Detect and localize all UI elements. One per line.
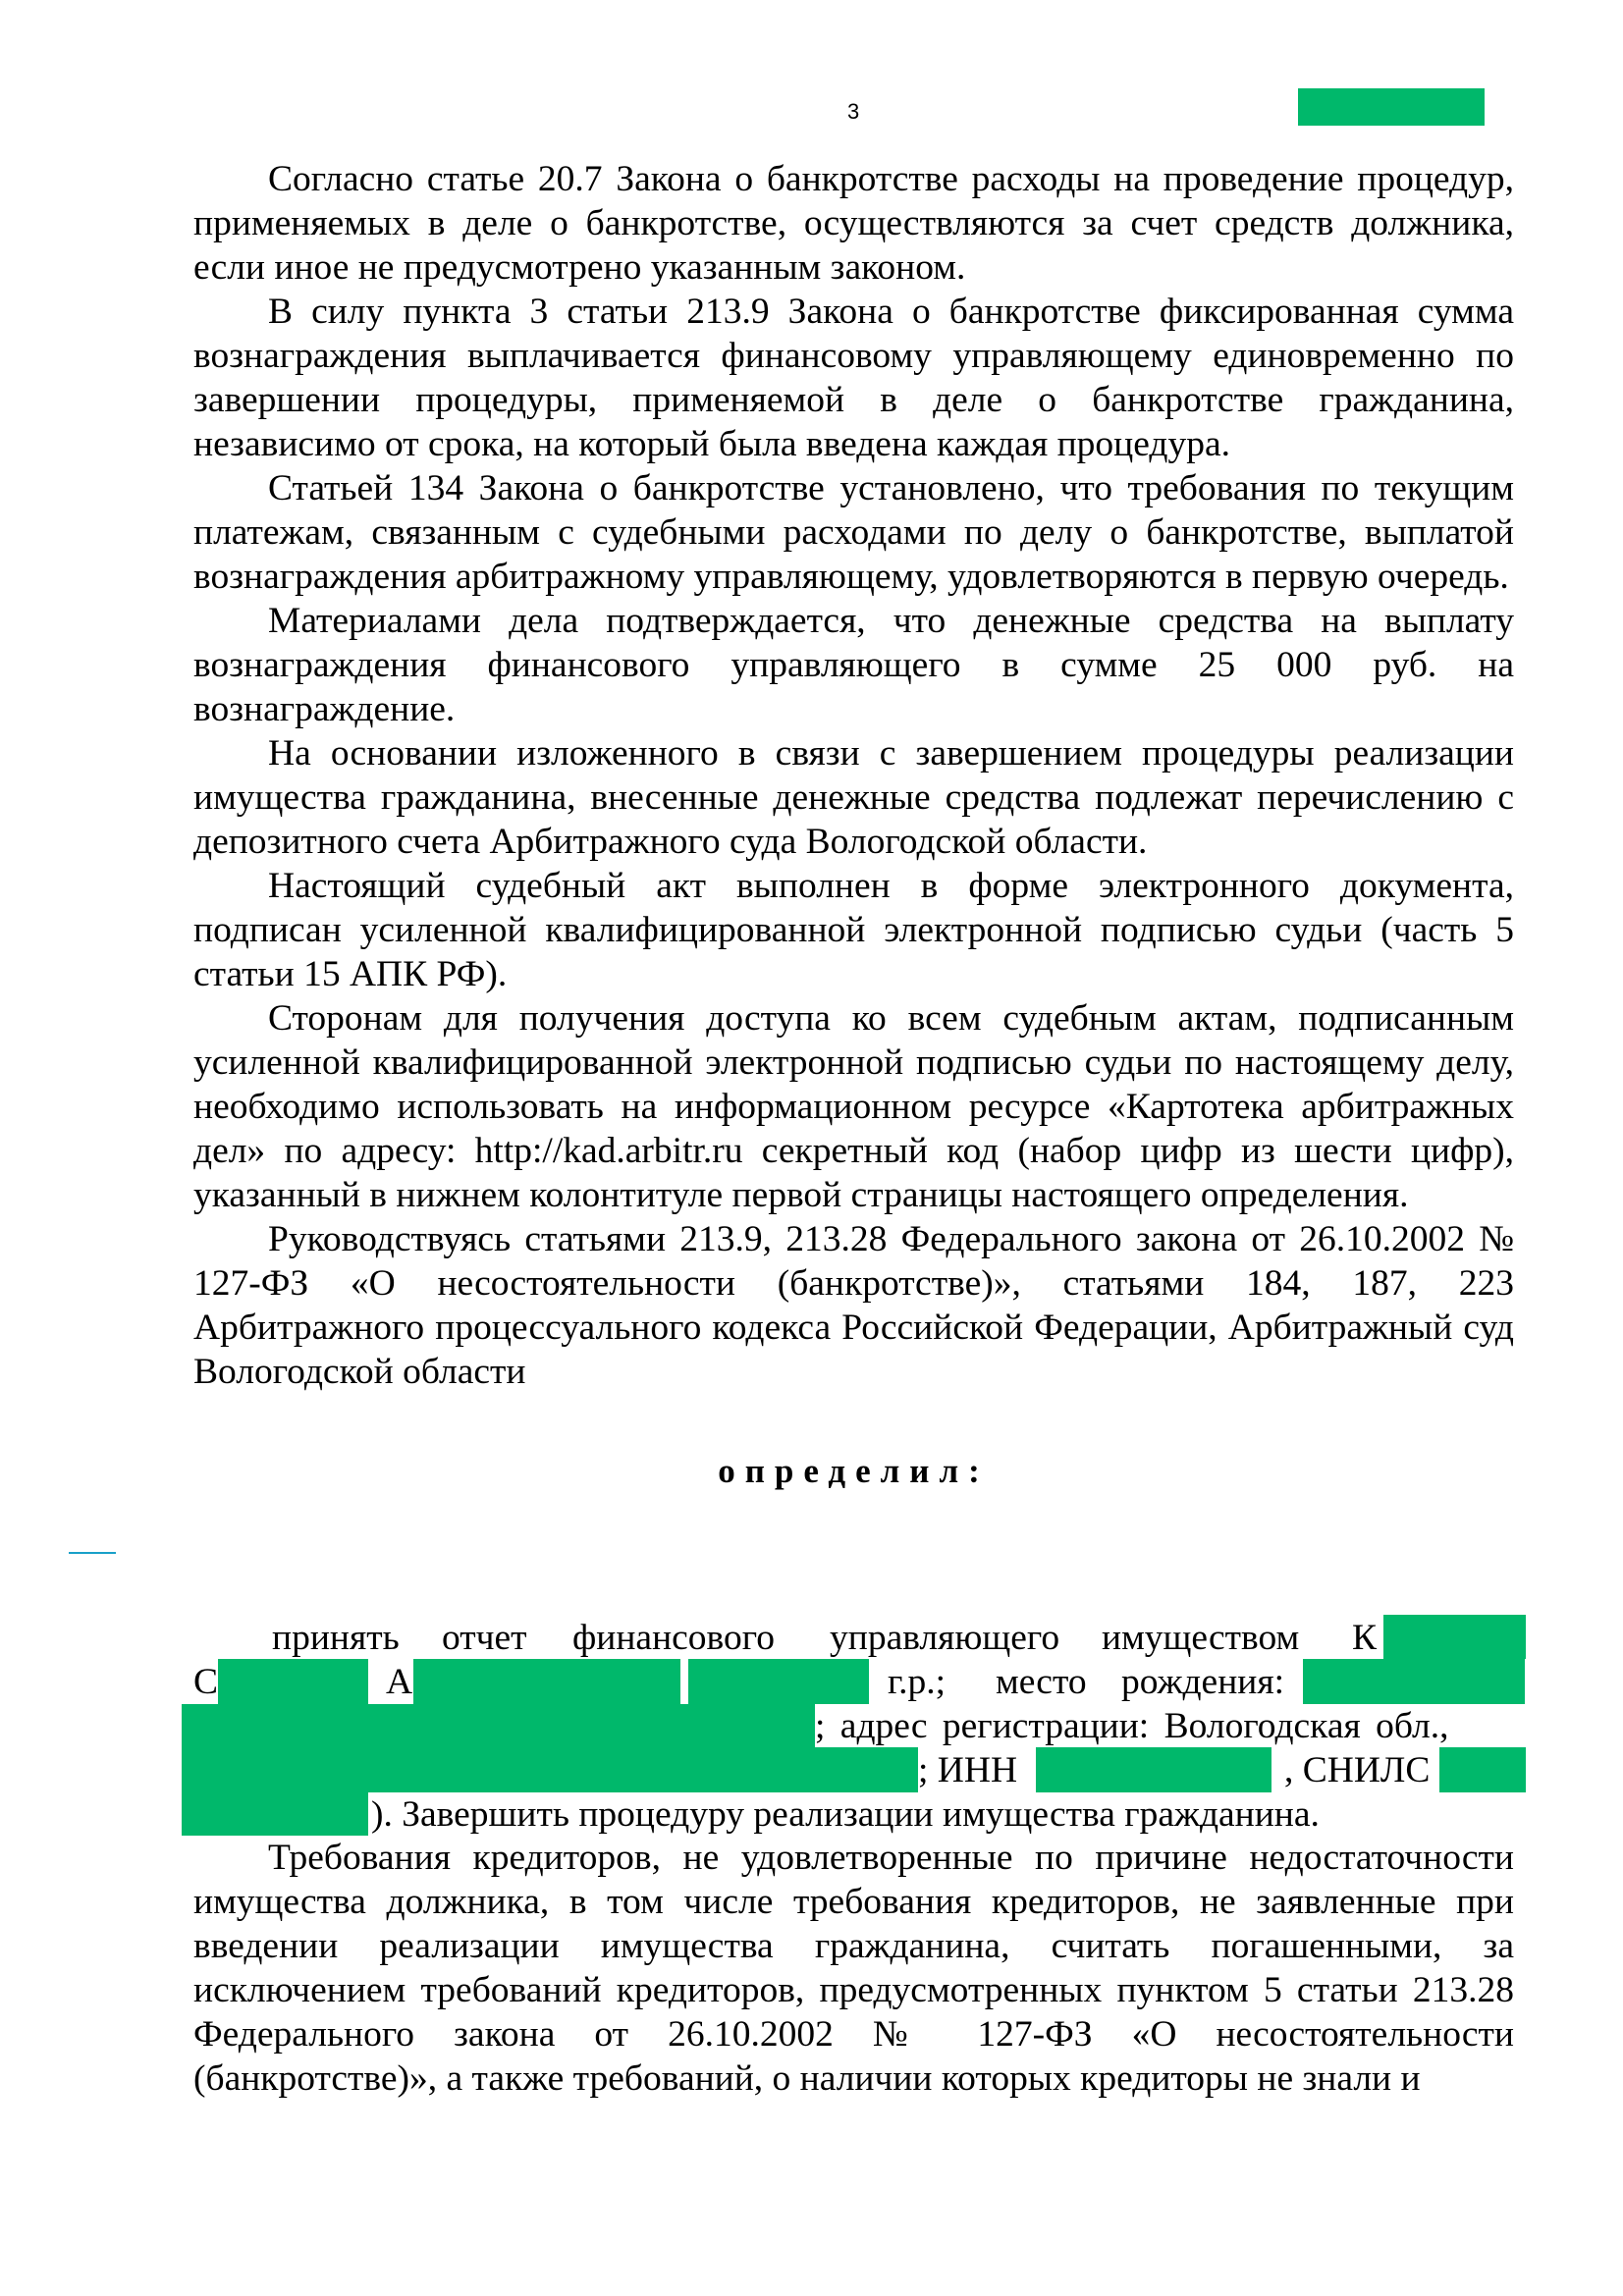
paragraph: В силу пункта 3 статьи 213.9 Закона о банкротстве фиксированная сумма вознаграждения выплачивается финансовому управляющему единовременно по завершении процедуры, применяемой в деле о банкротстве гражданина, независимо от срока, на который была введена каждая процедура. <box>193 292 1514 464</box>
ruling-line: , СНИЛС <box>1284 1750 1431 1790</box>
paragraph: Материалами дела подтверждается, что денежные средства на выплату вознаграждения финансового управляющего в сумме 25 000 руб. на вознаграждение. <box>193 601 1514 729</box>
redaction-block <box>413 1659 680 1704</box>
ruling-word: принять <box>272 1618 400 1658</box>
ruling-word: финансового <box>572 1618 775 1658</box>
redaction-block <box>1439 1747 1526 1792</box>
ruling-line: ). Завершить процедуру реализации имущества гражданина. <box>371 1794 1320 1835</box>
document-body <box>193 157 1514 1544</box>
ruling-word: управляющего <box>830 1618 1060 1658</box>
paragraph: Руководствуясь статьями 213.9, 213.28 Федерального закона от 26.10.2002 № 127-ФЗ «О несостоятельности (банкротстве)», статьями 184, 187, 223 Арбитражного процессуального кодекса Российской Федерации, Арбитражный суд Вологодской области <box>193 1219 1514 1392</box>
paragraph: На основании изложенного в связи с завершением процедуры реализации имущества гражданина, внесенные денежные средства подлежат перечислению с депозитного счета Арбитражного суда Вологодской области. <box>193 733 1514 862</box>
ruling-word: отчет <box>442 1618 527 1658</box>
ruling-word: место <box>996 1662 1087 1702</box>
paragraph: Согласно статье 20.7 Закона о банкротстве расходы на проведение процедур, применяемых в деле о банкротстве, осуществляются за счет средств должника, если иное не предусмотрено указанным законом. <box>193 159 1514 288</box>
redaction-block <box>688 1659 869 1704</box>
paragraph: Настоящий судебный акт выполнен в форме электронного документа, подписан усиленной квалифицированной электронной подписью судьи (часть 5 статьи 15 АПК РФ). <box>193 866 1514 994</box>
ruling-word: А <box>386 1662 413 1702</box>
ruling-heading: определил: <box>718 1452 990 1490</box>
ruling-word: имуществом <box>1102 1618 1300 1658</box>
ruling-word: С <box>193 1662 219 1702</box>
redaction-block <box>182 1747 918 1792</box>
redaction-block <box>1303 1659 1525 1704</box>
paragraph: Статьей 134 Закона о банкротстве установлено, что требования по текущим платежам, связанным с судебными расходами по делу о банкротстве, выплатой вознаграждения арбитражному управляющему, удовлетворяются в первую очередь. <box>193 468 1514 597</box>
redaction-block <box>1036 1747 1271 1792</box>
ruling-word: г.р.; <box>888 1662 947 1702</box>
paragraph: Требования кредиторов, не удовлетворенные по причине недостаточности имущества должника, в том числе требования кредиторов, не заявленные при введении реализации имущества гражданина, считать погашенными, за исключением требований кредиторов, предусмотренных пунктом 5 статьи 213.28 Федерального закона от 26.10.2002 № 127-ФЗ «О несостоятельности (банкротстве)», а также требований, о наличии которых кредиторы не знали и <box>193 1838 1514 2099</box>
redaction-block <box>182 1704 815 1747</box>
redaction-block <box>182 1792 368 1836</box>
ruling-word: рождения: <box>1121 1662 1285 1702</box>
paragraph: Сторонам для получения доступа ко всем судебным актам, подписанным усиленной квалифицированной электронной подписью судьи по настоящему делу, необходимо использовать на информационном ресурсе «Картотека арбитражных дел» по адресу: http://kad.arbitr.ru секретный код (набор цифр из шести цифр), указанный в нижнем колонтитуле первой страницы настоящего определения. <box>193 998 1514 1215</box>
ruling-line: ; адрес регистрации: Вологодская обл., <box>815 1706 1449 1746</box>
page-number: 3 <box>847 99 860 124</box>
ruling-line: ; ИНН <box>918 1750 1018 1790</box>
margin-mark <box>69 1552 116 1554</box>
ruling-word: К <box>1352 1618 1378 1658</box>
redaction-block <box>1383 1615 1526 1659</box>
redaction-header <box>1298 88 1485 126</box>
redaction-block <box>218 1659 368 1704</box>
closing-section <box>193 1836 1514 2101</box>
